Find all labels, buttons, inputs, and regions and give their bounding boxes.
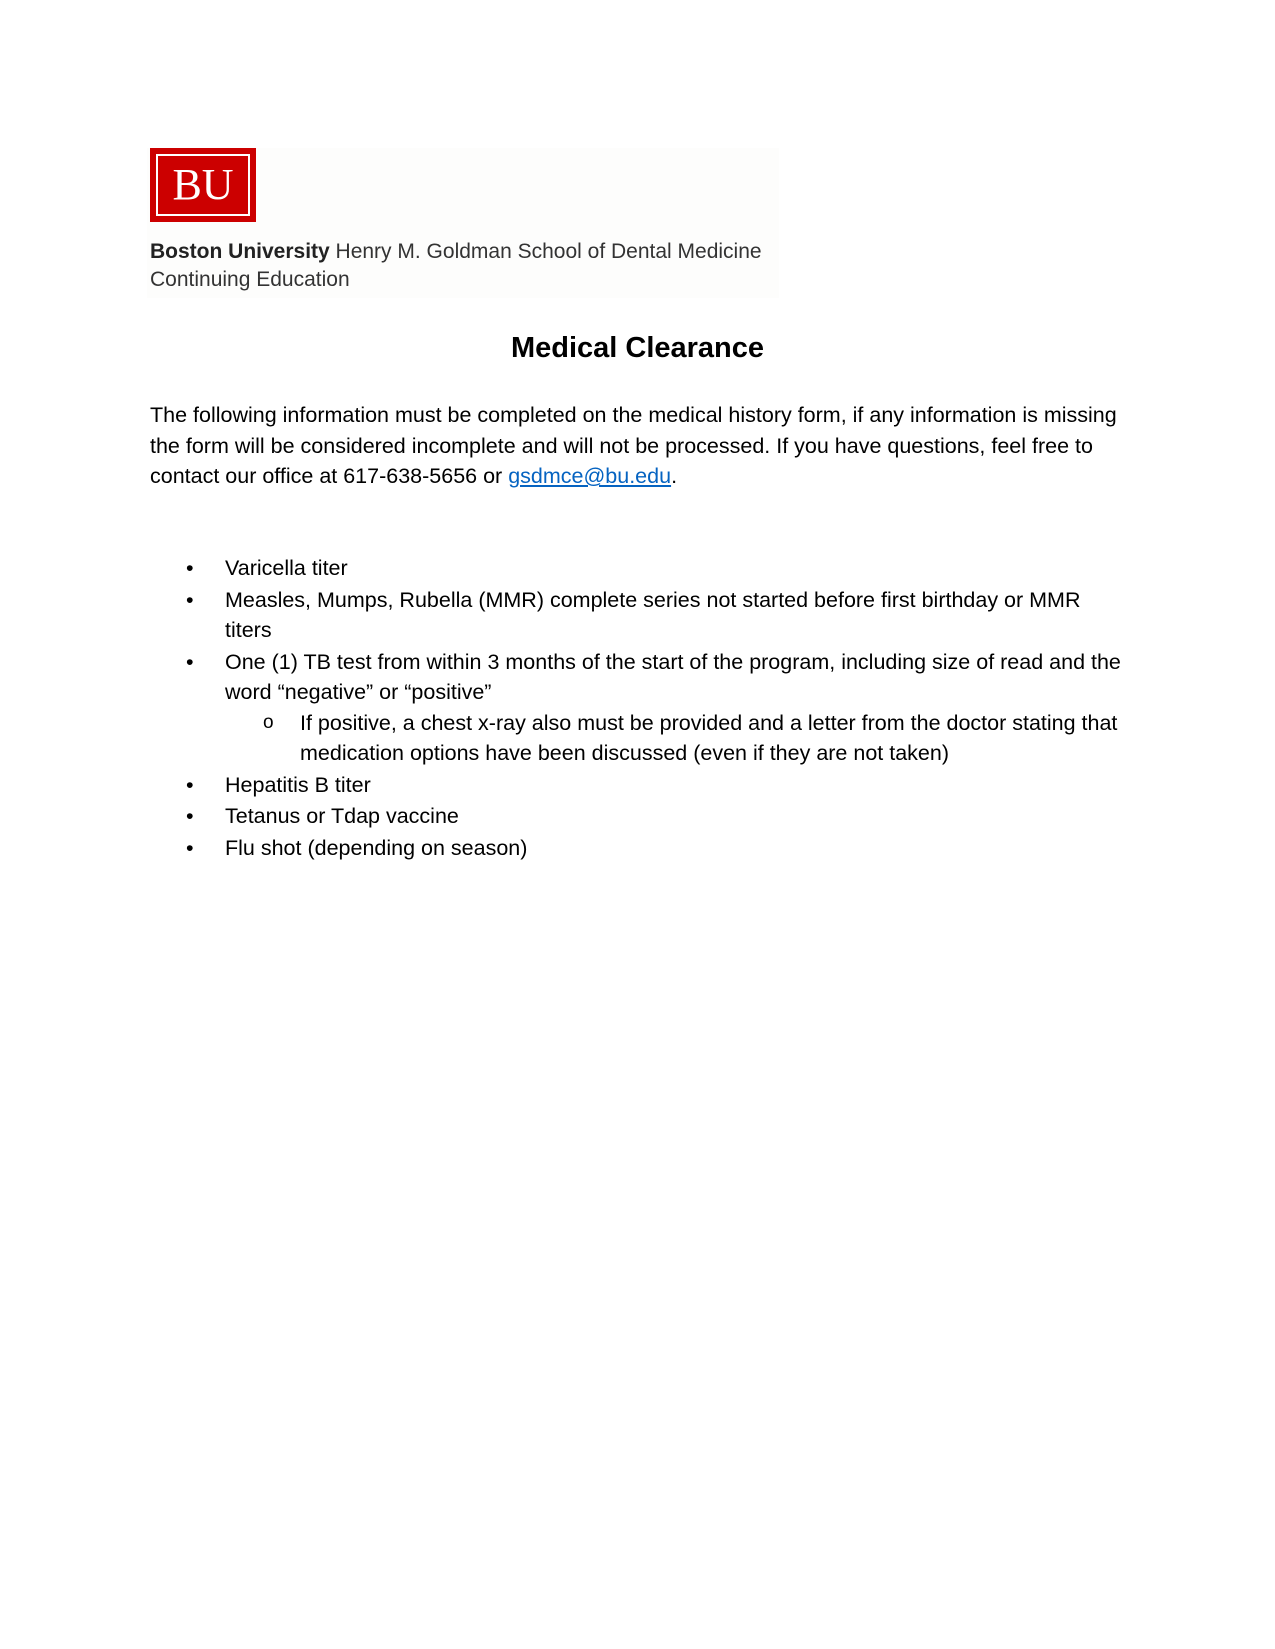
sub-list bbox=[225, 708, 1130, 769]
intro-paragraph bbox=[150, 400, 1130, 492]
list-item-text: Flu shot (depending on season) bbox=[225, 835, 528, 860]
bu-logo-frame bbox=[156, 154, 250, 216]
sub-bullet-icon: o bbox=[263, 711, 274, 733]
list-item-text: Hepatitis B titer bbox=[225, 772, 371, 797]
list-item bbox=[150, 801, 1130, 832]
list-item-text: One (1) TB test from within 3 months of the start of the program, including size of read and the word “negative” or “positive” bbox=[225, 649, 1121, 704]
requirements-list bbox=[150, 553, 1130, 863]
org-name-rest: Henry M. Goldman School of Dental Medicine bbox=[329, 240, 762, 263]
sub-list-item bbox=[225, 708, 1130, 769]
list-item bbox=[150, 585, 1130, 646]
email-link[interactable]: gsdmce@bu.edu bbox=[508, 464, 672, 488]
org-name-bold: Boston University bbox=[150, 240, 330, 263]
list-item-text: Measles, Mumps, Rubella (MMR) complete series not started before first birthday or MMR titers bbox=[225, 587, 1081, 642]
bullet-icon: • bbox=[186, 587, 194, 612]
bu-logo-text: BU bbox=[172, 160, 234, 209]
page-title: Medical Clearance bbox=[510, 332, 765, 364]
list-item bbox=[150, 770, 1130, 801]
org-name-line bbox=[150, 240, 762, 264]
bullet-icon: • bbox=[186, 649, 194, 674]
intro-trailing: . bbox=[671, 464, 678, 488]
list-item-text: Varicella titer bbox=[225, 556, 348, 580]
org-department: Continuing Education bbox=[150, 268, 350, 291]
bullet-icon: • bbox=[186, 556, 194, 580]
bu-logo bbox=[150, 148, 256, 222]
intro-text: The following information must be completed on the medical history form, if any information is missing the form will be considered incomplete and will not be processed. If you have questions, feel free to contact our office at 617-638-5656 or bbox=[150, 403, 1117, 488]
bullet-icon: • bbox=[186, 772, 194, 797]
list-item bbox=[150, 833, 1130, 864]
bullet-icon: • bbox=[186, 804, 194, 828]
list-item-text: Tetanus or Tdap vaccine bbox=[225, 804, 459, 828]
header-logo-block bbox=[147, 148, 779, 298]
list-item bbox=[150, 553, 1130, 584]
sub-list-item-text: If positive, a chest x-ray also must be provided and a letter from the doctor stating that medication options have been discussed (even if they are not taken) bbox=[300, 710, 1118, 765]
list-item bbox=[150, 647, 1130, 769]
bullet-icon: • bbox=[186, 835, 194, 860]
